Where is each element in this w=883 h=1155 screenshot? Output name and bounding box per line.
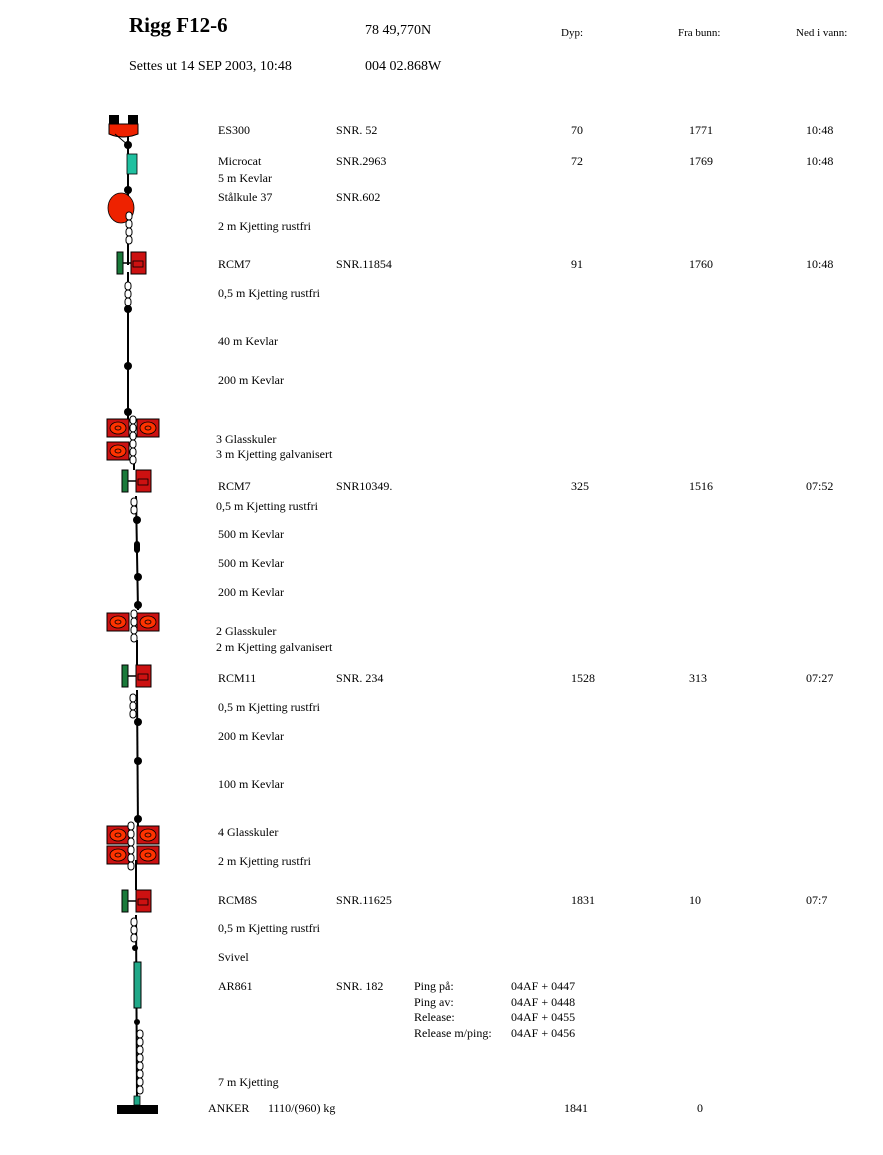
row-snr: SNR10349. — [336, 479, 393, 493]
rcm8s-instrument-icon — [122, 890, 151, 912]
row-name: 0,5 m Kjetting rustfri — [216, 499, 318, 513]
row-snr: SNR. 52 — [336, 123, 378, 137]
column-header-in-water: Ned i vann: — [796, 27, 848, 39]
row-snr: SNR. 182 — [336, 979, 384, 993]
anchor-depth: 1841 — [564, 1101, 588, 1115]
row-name: 2 m Kjetting rustfri — [218, 219, 311, 233]
chain-icon — [131, 918, 137, 942]
row-name: RCM8S — [218, 893, 258, 907]
row-name: 200 m Kevlar — [218, 585, 284, 599]
row-snr: SNR.11854 — [336, 257, 392, 271]
release-label: Ping på: — [414, 979, 454, 993]
row-name: ES300 — [218, 123, 251, 137]
row-from-bottom: 10 — [689, 893, 701, 907]
row-name: 0,5 m Kjetting rustfri — [218, 921, 320, 935]
rcm7-instrument-icon — [117, 252, 146, 274]
latitude: 78 49,770N — [365, 23, 432, 38]
row-name: 100 m Kevlar — [218, 777, 284, 791]
chain-icon — [131, 498, 137, 514]
column-header-depth: Dyp: — [561, 27, 583, 39]
release-code: 04AF + 0455 — [511, 1010, 576, 1024]
row-name: RCM7 — [218, 257, 251, 271]
release-label: Release: — [414, 1010, 455, 1024]
row-depth: 91 — [571, 257, 583, 271]
row-from-bottom: 1771 — [689, 123, 713, 137]
chain-icon — [126, 212, 132, 244]
row-from-bottom: 1769 — [689, 154, 713, 168]
row-name: 0,5 m Kjetting rustfri — [218, 286, 320, 300]
anchor-icon — [117, 1105, 158, 1114]
row-name: 5 m Kevlar — [218, 171, 272, 185]
row-name: 4 Glasskuler — [218, 825, 279, 839]
row-snr: SNR.2963 — [336, 154, 387, 168]
row-snr: SNR.602 — [336, 190, 381, 204]
anchor-weight: 1110/(960) kg — [268, 1101, 336, 1115]
row-snr: SNR.11625 — [336, 893, 392, 907]
row-name: 3 Glasskuler — [216, 432, 277, 446]
row-depth: 70 — [571, 123, 583, 137]
rcm11-instrument-icon — [122, 665, 151, 687]
row-name: 2 m Kjetting rustfri — [218, 854, 311, 868]
row-name: RCM11 — [218, 671, 257, 685]
row-name: 2 m Kjetting galvanisert — [216, 640, 333, 654]
row-from-bottom: 313 — [689, 671, 707, 685]
row-time: 10:48 — [806, 257, 834, 271]
row-name: Svivel — [218, 950, 249, 964]
chain-icon — [125, 282, 131, 306]
row-snr: SNR. 234 — [336, 671, 384, 685]
row-depth: 1831 — [571, 893, 595, 907]
row-time: 07:27 — [806, 671, 834, 685]
es300-float-icon — [109, 115, 138, 149]
release-label: Release m/ping: — [414, 1026, 492, 1040]
row-from-bottom: 1516 — [689, 479, 713, 493]
row-time: 10:48 — [806, 123, 834, 137]
chain-icon — [130, 694, 136, 718]
row-time: 10:48 — [806, 154, 834, 168]
anchor-from-bottom: 0 — [697, 1101, 703, 1115]
chain-icon — [137, 1030, 143, 1094]
chain-icon — [128, 822, 134, 870]
release-code: 04AF + 0456 — [511, 1026, 576, 1040]
row-name: 2 Glasskuler — [216, 624, 277, 638]
row-name: AR861 — [218, 979, 253, 993]
deployment-datetime: Settes ut 14 SEP 2003, 10:48 — [129, 59, 292, 74]
row-from-bottom: 1760 — [689, 257, 713, 271]
row-time: 07:52 — [806, 479, 834, 493]
row-name: Stålkule 37 — [218, 190, 273, 204]
row-time: 07:7 — [806, 893, 828, 907]
rcm7-instrument-icon — [122, 470, 151, 492]
rig-title: Rigg F12-6 — [129, 13, 228, 37]
row-name: RCM7 — [218, 479, 251, 493]
row-depth: 325 — [571, 479, 589, 493]
row-name: 40 m Kevlar — [218, 334, 278, 348]
anchor-label: ANKER — [208, 1101, 250, 1115]
row-name: 200 m Kevlar — [218, 373, 284, 387]
row-name: 3 m Kjetting galvanisert — [216, 447, 333, 461]
chain-icon — [130, 416, 136, 464]
release-label: Ping av: — [414, 995, 454, 1009]
row-name: 500 m Kevlar — [218, 556, 284, 570]
row-name: 500 m Kevlar — [218, 527, 284, 541]
row-name: Microcat — [218, 154, 262, 168]
longitude: 004 02.868W — [365, 59, 442, 74]
column-header-from-bottom: Fra bunn: — [678, 27, 721, 39]
release-code: 04AF + 0447 — [511, 979, 576, 993]
acoustic-release-icon — [134, 962, 141, 1008]
row-depth: 1528 — [571, 671, 595, 685]
microcat-icon — [127, 154, 137, 174]
row-name: 200 m Kevlar — [218, 729, 284, 743]
row-depth: 72 — [571, 154, 583, 168]
row-name: 0,5 m Kjetting rustfri — [218, 700, 320, 714]
chain-icon — [131, 610, 137, 642]
row-name: 7 m Kjetting — [218, 1075, 279, 1089]
release-code: 04AF + 0448 — [511, 995, 576, 1009]
